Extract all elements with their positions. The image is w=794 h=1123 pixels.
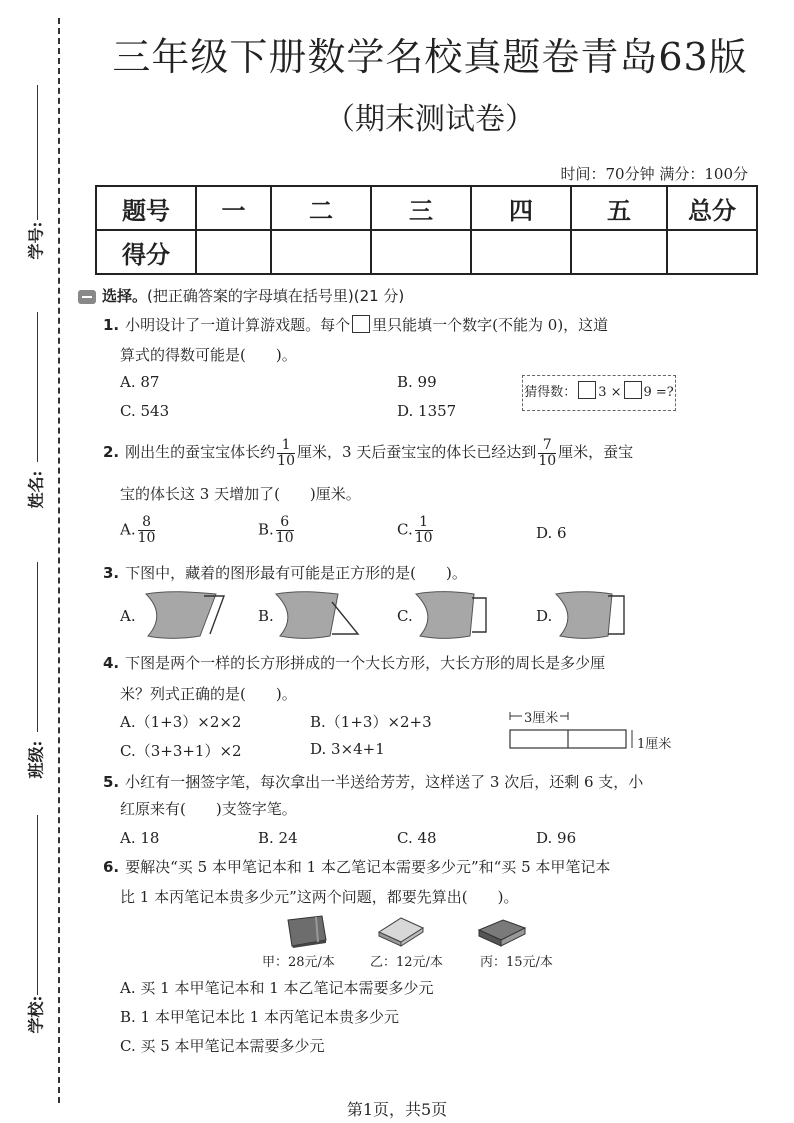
hidden-shape-b-figure (272, 590, 362, 642)
question-text: 小明设计了一道计算游戏题。每个 (125, 316, 351, 334)
fraction-denominator: 10 (137, 530, 156, 546)
fraction-denominator: 10 (277, 452, 295, 469)
section-title: 选择。 (102, 287, 148, 305)
question-1 (103, 310, 608, 340)
guess-box (522, 375, 676, 411)
notebook-jia-price: 甲：28元/本 (262, 955, 335, 970)
question-text: 下图是两个一样的长方形拼成的一个大长方形，大长方形的周长是多少厘 (125, 654, 606, 672)
option-c-label[interactable]: C. (397, 607, 413, 625)
guess-label: 猜得数： (524, 385, 577, 400)
section-number-one-icon (78, 290, 96, 304)
page-subtitle: （期末测试卷） (325, 102, 535, 137)
question-text: 刚出生的蚕宝宝体长约 (125, 443, 276, 461)
fraction-denominator: 10 (275, 530, 294, 546)
score-header-cell: 题号 (96, 186, 196, 230)
score-cell[interactable] (371, 230, 471, 274)
question-text: 比 1 本丙笔记本贵多少元”这两个问题，都要先算出( )。 (120, 888, 519, 906)
option-a-label[interactable]: A. (120, 607, 136, 625)
section-instruction: (把正确答案的字母填在括号里)(21 分) (147, 287, 405, 305)
option-a[interactable]: A. 87 (120, 373, 160, 391)
school-line (37, 815, 38, 995)
question-text: 厘米，3 天后蚕宝宝的体长已经达到 (296, 443, 537, 461)
notebook-yi-icon (375, 914, 427, 948)
option-d[interactable]: D. 1357 (397, 402, 457, 420)
score-cell[interactable] (271, 230, 371, 274)
question-text: 下图中，藏着的图形最有可能是正方形的是( )。 (125, 564, 467, 582)
question-text: 要解决“买 5 本甲笔记本和 1 本乙笔记本需要多少元”和“买 5 本甲笔记本 (125, 858, 611, 876)
question-5 (103, 767, 643, 797)
question-text: 小红有一捆签字笔，每次拿出一半送给芳芳，这样送了 3 次后，还剩 6 支，小 (125, 773, 644, 791)
question-number: 5. (103, 773, 120, 791)
score-header-cell: 一 (196, 186, 271, 230)
notebook-jia-icon (282, 914, 330, 948)
page-title: 三年级下册数学名校真题卷青岛63版 (112, 35, 748, 79)
score-cell[interactable] (571, 230, 667, 274)
hidden-shape-c-figure (412, 590, 502, 642)
score-cell[interactable] (471, 230, 571, 274)
score-header-cell: 总分 (667, 186, 757, 230)
option-a[interactable]: A.（1+3）×2×2 (120, 713, 242, 731)
question-2 (103, 437, 633, 469)
question-number: 6. (103, 858, 120, 876)
exam-info: 时间：70分钟 满分：100分 (560, 165, 748, 183)
question-text: 厘米，蚕宝 (558, 443, 634, 461)
hidden-shape-a-figure (138, 590, 228, 642)
fraction (138, 515, 156, 546)
option-b[interactable] (258, 515, 296, 546)
question-text: 宝的体长这 3 天增加了( )厘米。 (120, 485, 361, 503)
option-a[interactable]: A. 买 1 本甲笔记本和 1 本乙笔记本需要多少元 (120, 979, 434, 997)
score-row-label: 得分 (96, 230, 196, 274)
section-heading (78, 285, 404, 306)
fraction-numerator: 1 (277, 438, 295, 454)
option-c[interactable]: C. 543 (120, 402, 170, 420)
option-b[interactable]: B. 99 (397, 373, 437, 391)
name-line (37, 312, 38, 462)
option-c[interactable]: C. 48 (397, 829, 437, 847)
class-line (37, 562, 38, 732)
score-cell[interactable] (667, 230, 757, 274)
fraction-numerator: 7 (538, 438, 556, 454)
option-a[interactable] (120, 515, 157, 546)
score-header-cell: 二 (271, 186, 371, 230)
score-header-cell: 四 (471, 186, 571, 230)
score-cell[interactable] (196, 230, 271, 274)
fraction-denominator: 10 (538, 452, 557, 469)
option-d[interactable]: D. 96 (536, 829, 577, 847)
option-letter: A. (120, 520, 136, 539)
option-c[interactable]: C.（3+3+1）×2 (120, 742, 242, 760)
guess-expr: 3 × (598, 385, 622, 400)
option-d[interactable]: D. 3×4+1 (310, 740, 385, 758)
score-table-header-row (96, 186, 757, 230)
fraction-numerator: 1 (415, 515, 433, 531)
question-number: 4. (103, 654, 120, 672)
notebook-yi-price: 乙：12元/本 (370, 955, 443, 970)
option-d[interactable]: D. 6 (536, 524, 567, 542)
notebook-bing-price: 丙：15元/本 (480, 955, 553, 970)
page-number: 第1页，共5页 (346, 1100, 448, 1119)
fraction-denominator: 10 (414, 530, 433, 546)
question-4 (103, 648, 605, 678)
option-b[interactable]: B. 24 (258, 829, 298, 847)
student-id-line (37, 85, 38, 220)
option-letter: B. (258, 520, 274, 539)
school-label: 学校: (26, 995, 46, 1034)
score-table-score-row (96, 230, 757, 274)
fraction (538, 438, 556, 469)
fraction-numerator: 8 (138, 515, 156, 531)
hidden-shape-d-figure (552, 590, 642, 642)
question-3 (103, 558, 467, 588)
notebook-bing-icon (475, 914, 529, 948)
question-text: 红原来有( )支签字笔。 (120, 800, 297, 818)
question-text: 米？列式正确的是( )。 (120, 685, 297, 703)
blank-box-icon (578, 381, 596, 399)
option-a[interactable]: A. 18 (120, 829, 160, 847)
guess-expr: 9 =? (643, 385, 674, 400)
score-header-cell: 五 (571, 186, 667, 230)
question-number: 1. (103, 316, 120, 334)
question-text: 里只能填一个数字(不能为 0)，这道 (372, 316, 609, 334)
blank-box-icon (624, 381, 642, 399)
question-number: 3. (103, 564, 120, 582)
question-text: 算式的得数可能是( )。 (120, 346, 297, 364)
score-table (95, 185, 758, 275)
option-c[interactable] (397, 515, 435, 546)
length-label: 3厘米 (522, 707, 560, 726)
option-letter: C. (397, 520, 413, 539)
option-c[interactable]: C. 买 5 本甲笔记本需要多少元 (120, 1037, 325, 1055)
fraction (276, 515, 294, 546)
option-b[interactable]: B.（1+3）×2+3 (310, 713, 432, 731)
option-b-label[interactable]: B. (258, 607, 274, 625)
student-id-label: 学号: (26, 221, 46, 260)
name-label: 姓名: (26, 470, 46, 509)
fraction (277, 438, 295, 469)
width-label: 1厘米 (637, 737, 672, 752)
fraction (415, 515, 433, 546)
binding-dashed-line (58, 18, 60, 1103)
question-number: 2. (103, 443, 120, 461)
option-d-label[interactable]: D. (536, 607, 553, 625)
fraction-numerator: 6 (276, 515, 294, 531)
blank-box-icon (352, 315, 370, 333)
score-header-cell: 三 (371, 186, 471, 230)
question-6 (103, 852, 610, 882)
option-b[interactable]: B. 1 本甲笔记本比 1 本丙笔记本贵多少元 (120, 1008, 399, 1026)
class-label: 班级: (26, 740, 46, 779)
